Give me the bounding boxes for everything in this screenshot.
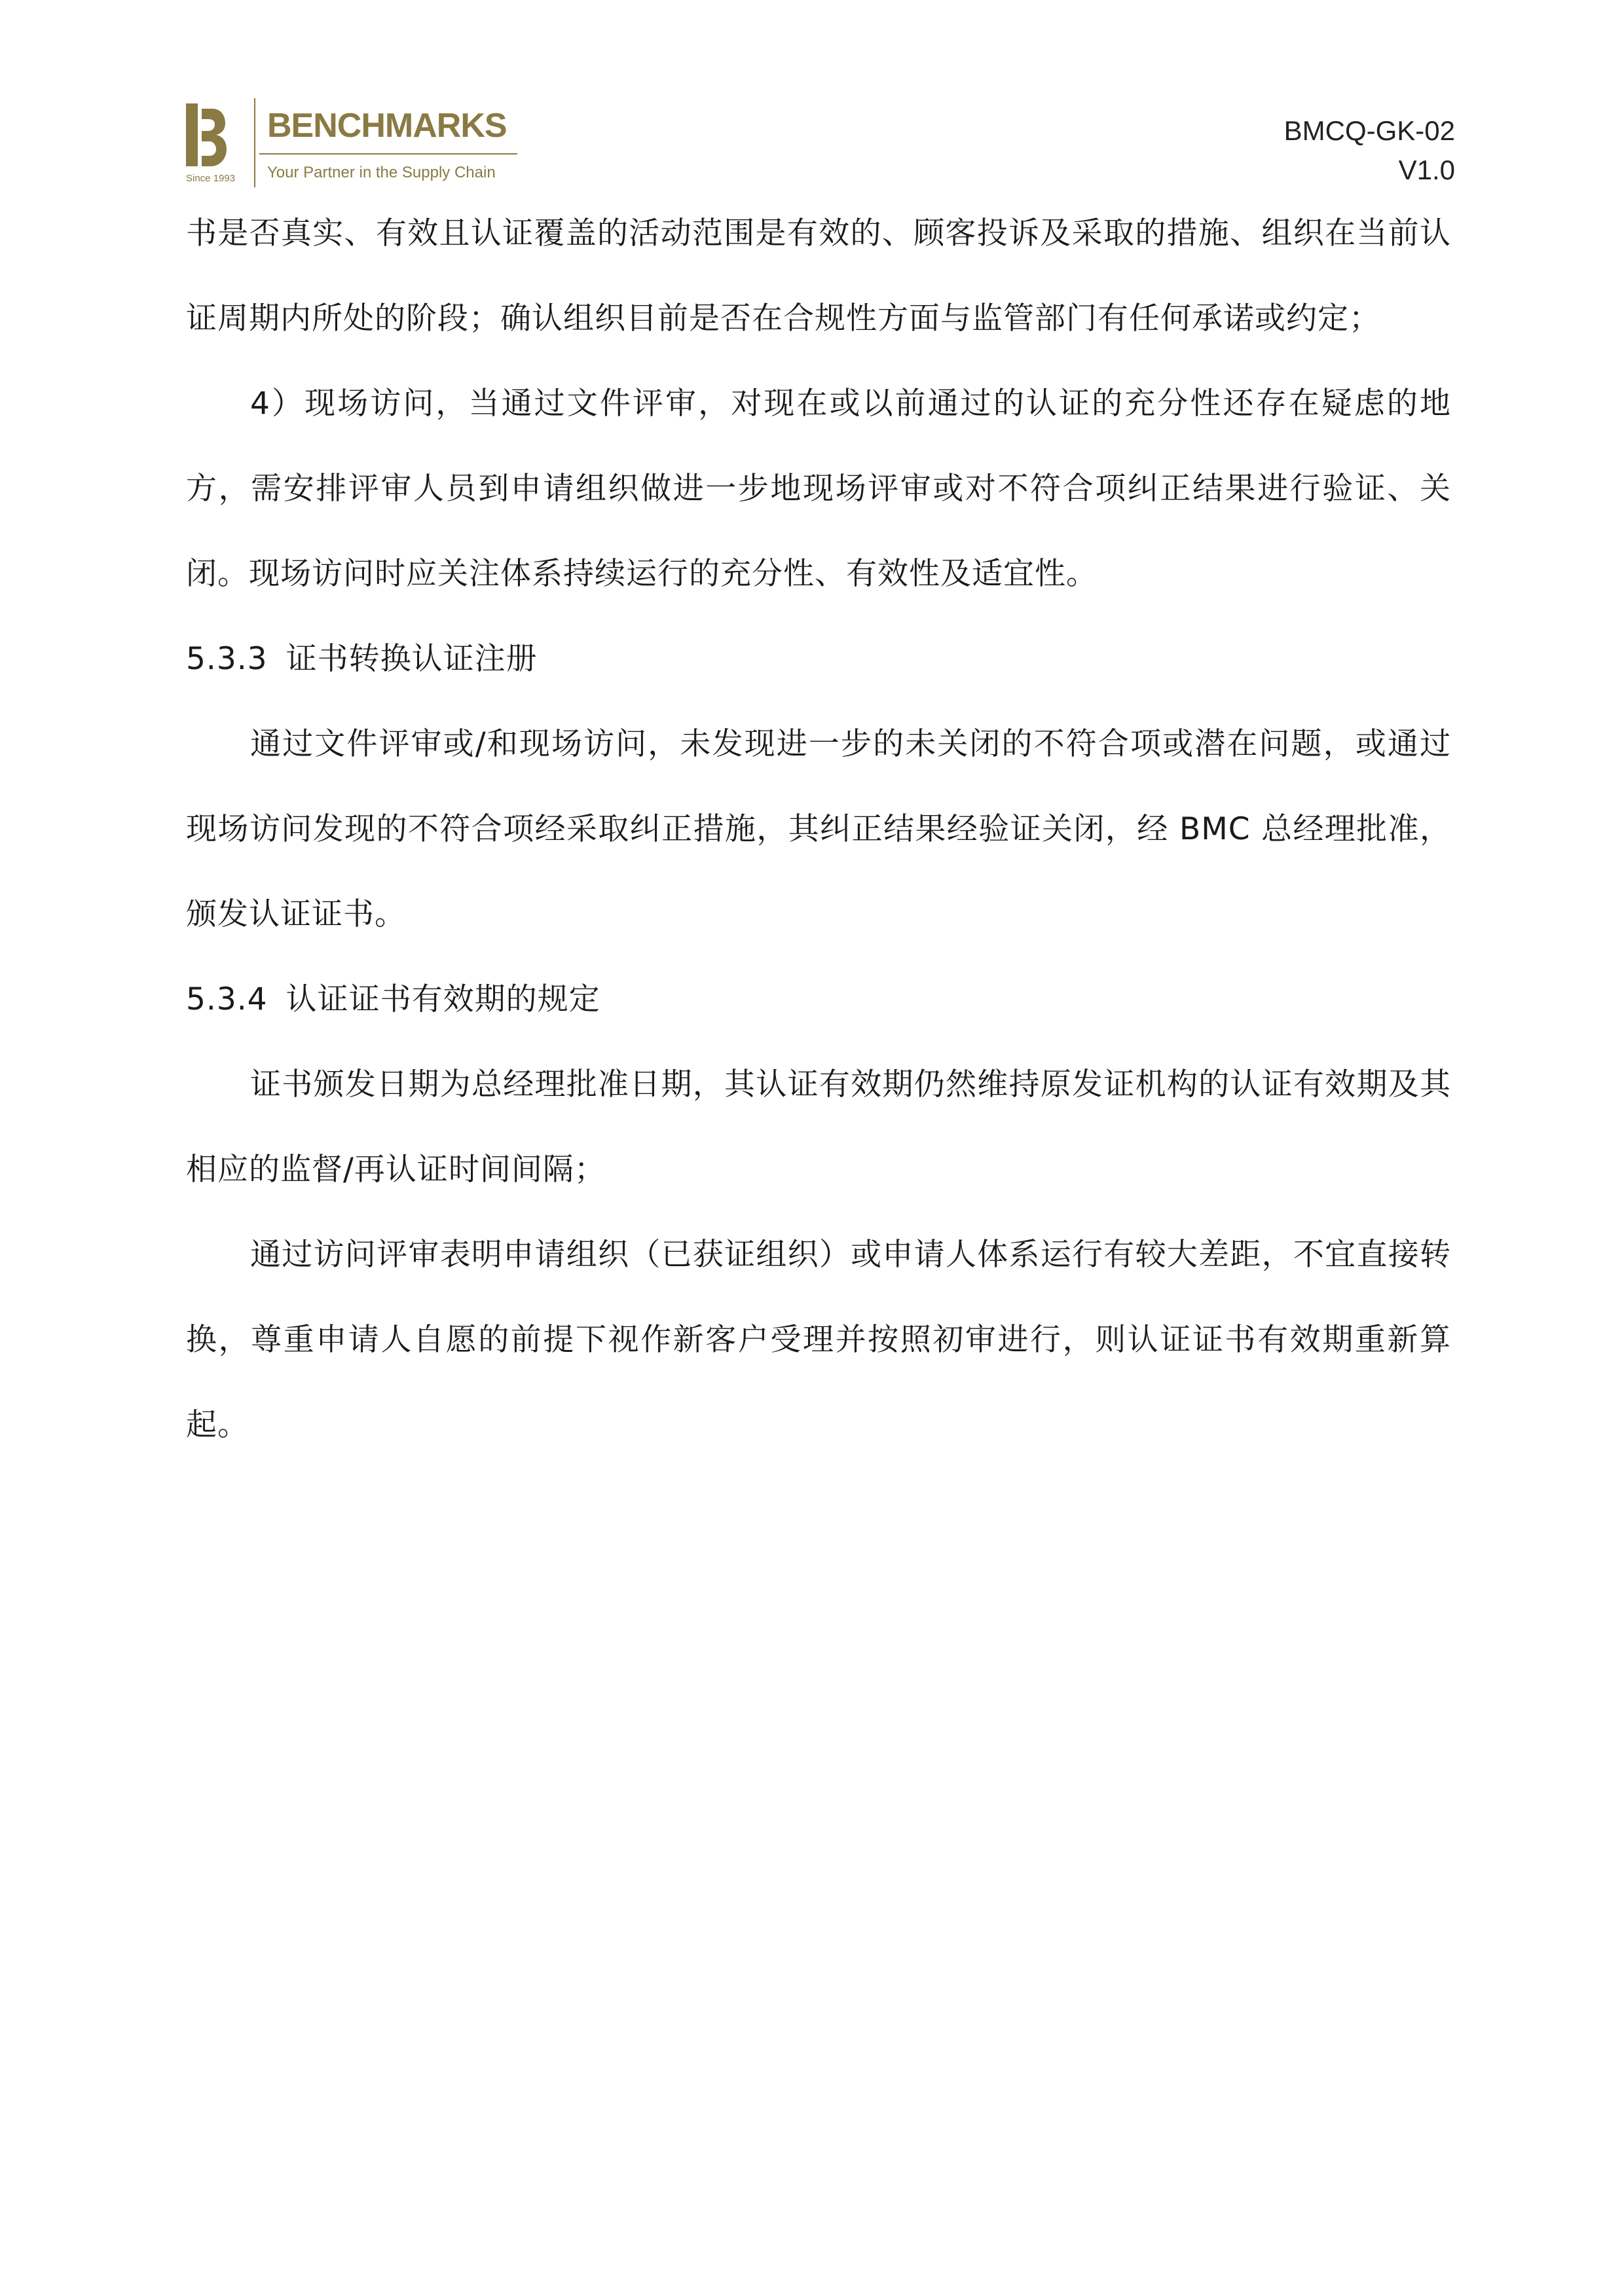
- logo-since-year: Since 1993: [186, 173, 236, 184]
- logo-underline: [259, 153, 517, 155]
- paragraph-continuation: 书是否真实、有效且认证覆盖的活动范围是有效的、顾客投诉及采取的措施、组织在当前认证周期内所处的阶段；确认组织目前是否在合规性方面与监管部门有任何承诺或约定；: [186, 215, 1451, 337]
- paragraph-certificate-issue: 通过文件评审或/和现场访问，未发现进一步的未关闭的不符合项或潜在问题，或通过现场访问发现的不符合项经采取纠正措施，其纠正结果经验证关闭，经 BMC 总经理批准，颁发认证证书。: [186, 726, 1451, 932]
- company-logo: [186, 98, 526, 190]
- document-body: [186, 191, 1451, 1468]
- logo-divider: [254, 98, 255, 187]
- document-code: BMCQ-GK-02: [1283, 115, 1455, 146]
- section-title: 认证证书有效期的规定: [286, 981, 600, 1017]
- paragraph-validity-date: 证书颁发日期为总经理批准日期，其认证有效期仍然维持原发证机构的认证有效期及其相应的监督/再认证时间间隔；: [186, 1066, 1451, 1188]
- logo-tagline: Your Partner in the Supply Chain: [267, 164, 496, 181]
- section-heading-5-3-3: [186, 617, 1451, 702]
- section-title: 证书转换认证注册: [286, 641, 538, 677]
- paragraph-site-visit: 4）现场访问，当通过文件评审，对现在或以前通过的认证的充分性还存在疑虑的地方，需安排评审人员到申请组织做进一步地现场评审或对不符合项纠正结果进行验证、关闭。现场访问时应关注体系持续运行的充分性、有效性及适宜性。: [186, 386, 1451, 592]
- logo-company-name: BENCHMARKS: [267, 107, 507, 145]
- section-number: 5.3.3: [186, 641, 268, 677]
- section-heading-5-3-4: [186, 957, 1451, 1042]
- benchmarks-b-logo-icon: [186, 103, 228, 166]
- section-number: 5.3.4: [186, 981, 268, 1017]
- document-version: V1.0: [1398, 155, 1455, 185]
- paragraph-new-client: 通过访问评审表明申请组织（已获证组织）或申请人体系运行有较大差距，不宜直接转换，尊重申请人自愿的前提下视作新客户受理并按照初审进行，则认证证书有效期重新算起。: [186, 1237, 1451, 1443]
- document-code-block: [1284, 111, 1455, 190]
